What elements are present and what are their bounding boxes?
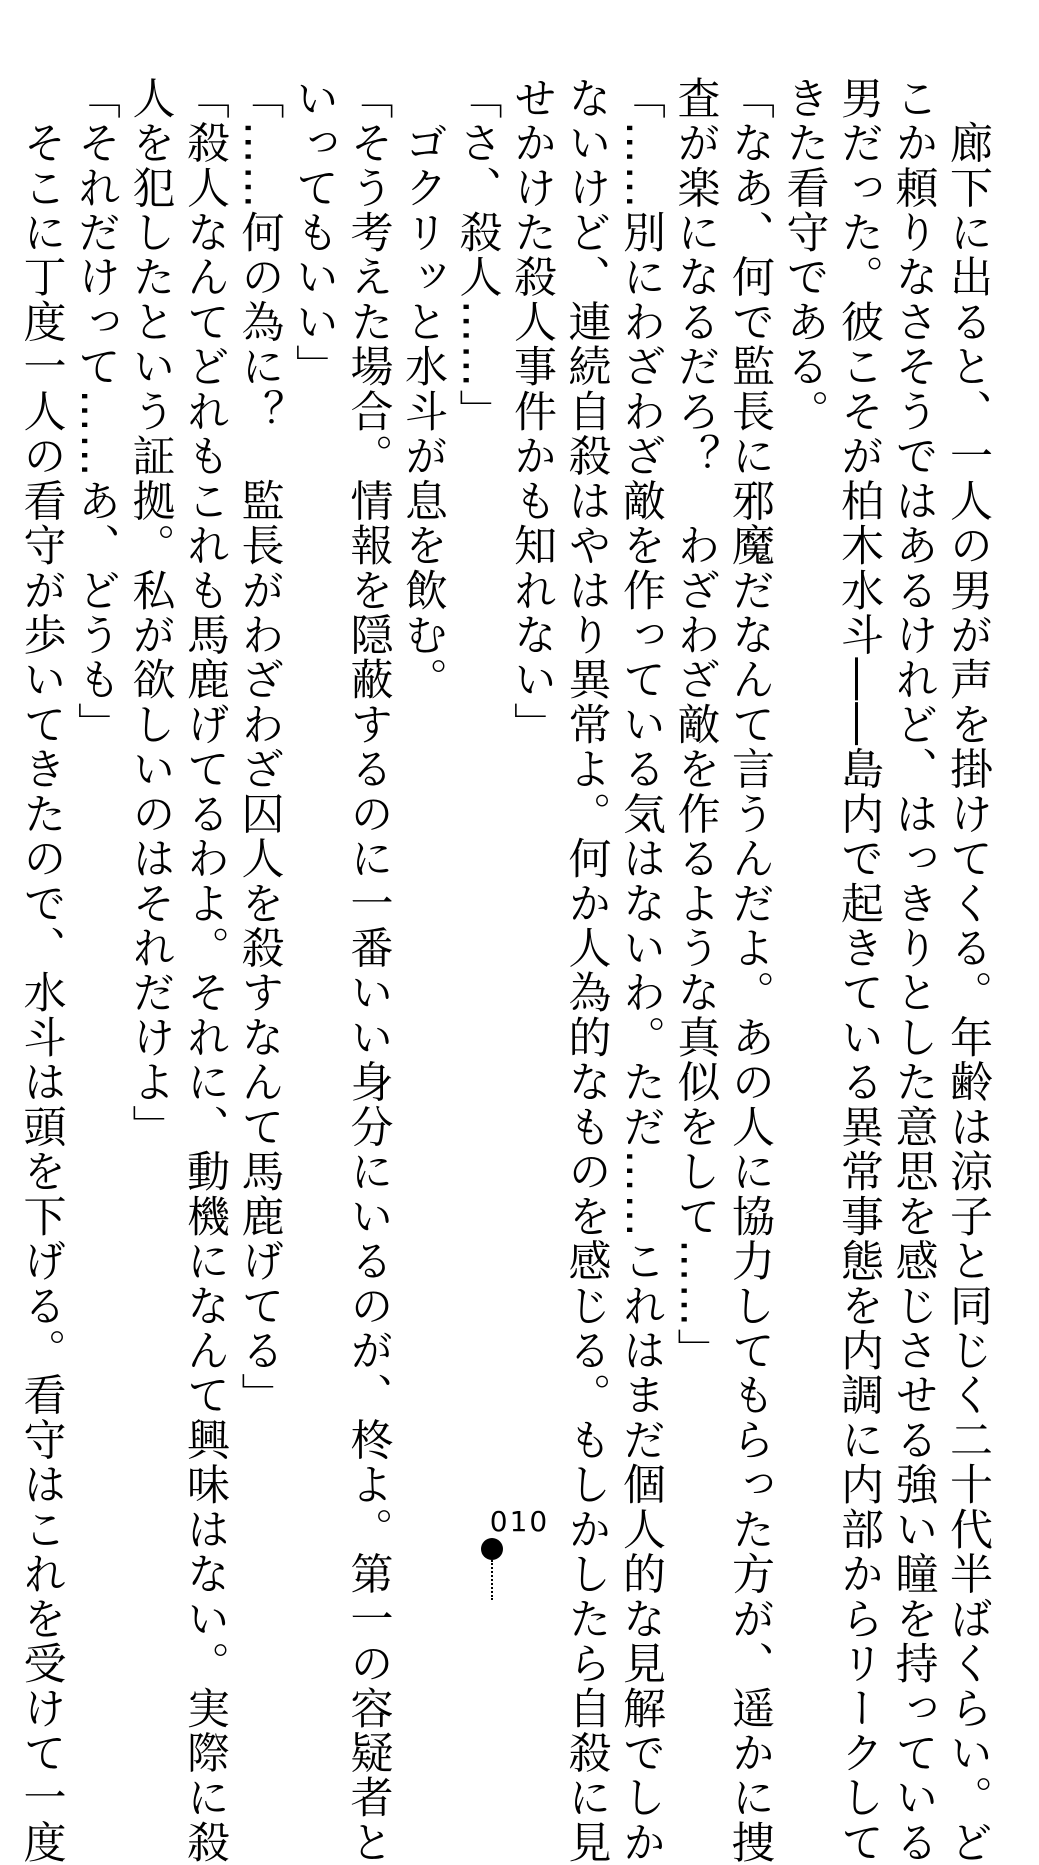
text-line: 「……別にわざわざ敵を作っている気はないわ。ただ……これはまだ個人的な見解でしか xyxy=(616,76,666,1865)
text-line: こか頼りなさそうではあるけれど、はっきりとした意思を感じさせる強い瞳を持っている xyxy=(888,76,939,1865)
page-marker-dot xyxy=(481,1538,503,1560)
text-line: いってもいい」 xyxy=(289,76,339,390)
text-line: 男だった。彼こそが柏木水斗――島内で起きている異常事態を内調に内部からリークして xyxy=(834,76,884,1865)
text-line: 査が楽になるだろ？ わざわざ敵を作るような真似をして……」 xyxy=(670,76,721,1373)
text-line: きた看守である。 xyxy=(779,76,830,434)
page-marker-line xyxy=(491,1560,493,1600)
text-line: 「それだけって……あ、どうも」 xyxy=(71,76,121,747)
text-line: ないけど、連続自殺はやはり異常よ。何か人為的なものを感じる。もしかしたら自殺に見 xyxy=(561,76,612,1865)
text-line: 「殺人なんてどれもこれも馬鹿げてるわよ。それに、動機になんて興味はない。実際に殺 xyxy=(180,76,230,1865)
text-line: 人を犯したという証拠。私が欲しいのはそれだけよ」 xyxy=(125,76,176,1150)
page-number: 010 xyxy=(489,1505,550,1538)
text-line: 「なあ、何で監長に邪魔だなんて言うんだよ。あの人に協力してもらった方が、遥かに捜 xyxy=(725,76,775,1865)
text-line: 廊下に出ると、一人の男が声を掛けてくる。年齢は涼子と同じく二十代半ばくらい。ど xyxy=(943,76,993,1865)
text-line: 「……何の為に？ 監長がわざわざ囚人を殺すなんて馬鹿げてる」 xyxy=(234,76,285,1418)
text-line: 「さ、殺人……」 xyxy=(452,76,503,434)
text-line: 「そう考えた場合。情報を隠蔽するのに一番いい身分にいるのが、柊よ。第一の容疑者と xyxy=(343,76,394,1865)
text-line: そこに丁度一人の看守が歩いてきたので、水斗は頭を下げる。看守はこれを受けて一度 xyxy=(16,76,67,1865)
text-line: せかけた殺人事件かも知れない」 xyxy=(507,76,557,747)
text-line: ゴクリッと水斗が息を飲む。 xyxy=(398,76,448,703)
